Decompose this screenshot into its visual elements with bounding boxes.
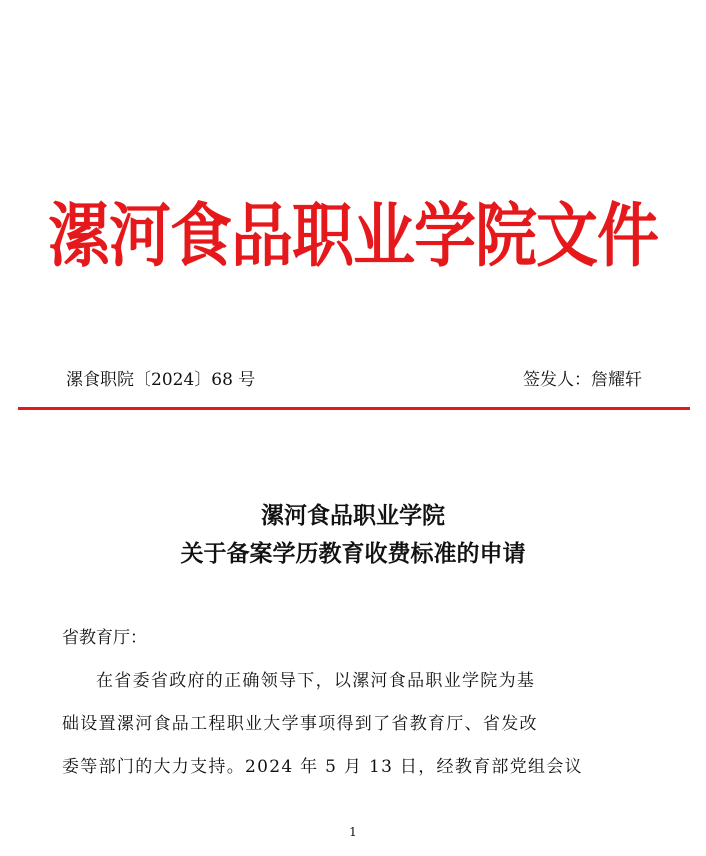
issuer-line: 签发人：詹耀轩 [523, 370, 642, 390]
red-header-title: 漯河食品职业学院文件 [47, 194, 658, 277]
title-line-1: 漯河食品职业学院 [261, 502, 445, 529]
body-paragraph-line: 委等部门的大力支持。2024 年 5 月 13 日，经教育部党组会议 [62, 757, 583, 777]
page-number: 1 [349, 825, 357, 839]
body-paragraph-line: 在省委省政府的正确领导下，以漯河食品职业学院为基 [96, 671, 536, 691]
salutation: 省教育厅： [62, 628, 147, 648]
red-divider-line [18, 407, 690, 410]
document-title [0, 497, 706, 573]
title-line-2: 关于备案学历教育收费标准的申请 [180, 540, 526, 567]
body-paragraph-line: 础设置漯河食品工程职业大学事项得到了省教育厅、省发改 [62, 714, 538, 734]
document-number: 漯食职院〔2024〕68 号 [66, 370, 256, 390]
